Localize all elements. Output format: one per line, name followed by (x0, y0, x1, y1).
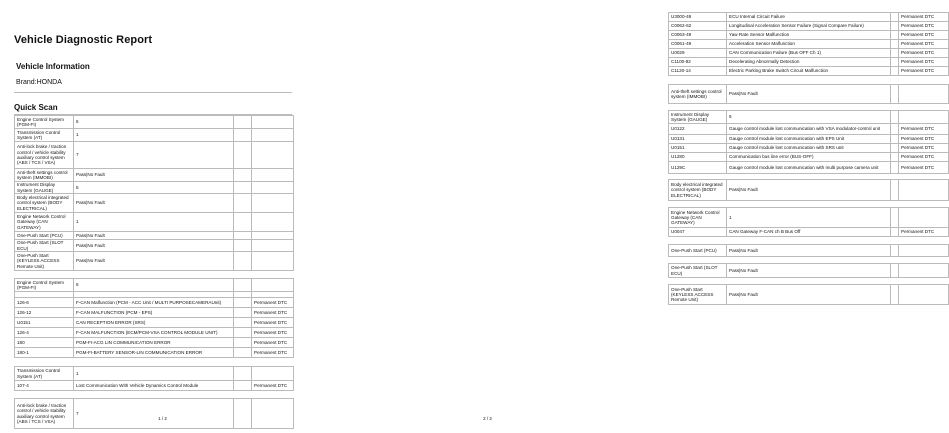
table-row (669, 208, 949, 228)
blank-cell (234, 318, 252, 328)
table-spacer-row (669, 257, 949, 264)
status-or-description-cell: 1 (74, 129, 234, 142)
table-row (15, 240, 294, 252)
table-row (669, 111, 949, 124)
status-or-description-cell: 1 (74, 213, 234, 232)
dtc-type-cell: Permanent DTC (252, 338, 294, 348)
blank-cell (234, 213, 252, 232)
status-or-description-cell: Lost Communication With Vehicle Dynamics Control Module (74, 381, 234, 391)
status-or-description-cell: F-CAN MALFUNCTION (ECM/PCM-VSA CONTROL MODULE UNIT) (74, 328, 234, 338)
blank-cell (891, 85, 899, 104)
table-row (15, 116, 294, 129)
table-row (15, 328, 294, 338)
blank-cell (234, 169, 252, 182)
dtc-type-cell (252, 182, 294, 194)
system-or-code-cell: Instrument Display System (GAUGE) (15, 182, 74, 194)
dtc-type-cell (899, 111, 949, 124)
blank-cell (891, 40, 899, 49)
spacer-cell (669, 104, 949, 111)
dtc-type-cell: Permanent DTC (899, 67, 949, 76)
system-or-code-cell: U3000-49 (669, 13, 727, 22)
blank-cell (891, 285, 899, 305)
dtc-type-cell: Permanent DTC (899, 58, 949, 67)
status-or-description-cell: Electric Parking Brake Switch Circuit Malfunction (727, 67, 891, 76)
dtc-type-cell: Permanent DTC (899, 22, 949, 31)
blank-cell (891, 135, 899, 144)
blank-cell (234, 182, 252, 194)
dtc-type-cell: Permanent DTC (899, 144, 949, 153)
status-or-description-cell: 5 (74, 182, 234, 194)
blank-cell (234, 279, 252, 292)
system-or-code-cell: U129C (669, 162, 727, 174)
spacer-cell (669, 76, 949, 85)
dtc-type-cell: Permanent DTC (899, 124, 949, 135)
blank-cell (891, 208, 899, 228)
dtc-type-cell: Permanent DTC (899, 49, 949, 58)
system-or-code-cell: One-Push Start (SLOT ECU) (669, 264, 727, 278)
table-row (15, 381, 294, 391)
system-or-code-cell: C0061-49 (669, 40, 727, 49)
dtc-type-cell: Permanent DTC (252, 298, 294, 308)
blank-cell (891, 58, 899, 67)
table-row (669, 67, 949, 76)
status-or-description-cell: 6 (74, 279, 234, 292)
table-spacer-row (669, 104, 949, 111)
system-or-code-cell: 180-1 (15, 348, 74, 358)
status-or-description-cell: Communication bus line error (BUS-OFF) (727, 153, 891, 162)
spacer-cell (669, 278, 949, 285)
blank-cell (234, 116, 252, 129)
blank-cell (234, 367, 252, 381)
status-or-description-cell: F-CAN MALFUNCTION (PCM - EPS) (74, 308, 234, 318)
system-or-code-cell: U0151 (15, 318, 74, 328)
table-row (15, 142, 294, 169)
divider (14, 92, 292, 93)
blank-cell (234, 194, 252, 213)
table-spacer-row (15, 391, 294, 399)
system-or-code-cell: Anti-theft settings control system (IMMOBI) (15, 169, 74, 182)
table-row (669, 13, 949, 22)
vehicle-information-heading: Vehicle Information (16, 62, 90, 71)
page-number: 2 / 2 (483, 416, 492, 421)
quick-scan-table-continued (668, 12, 949, 305)
spacer-cell (15, 391, 294, 399)
dtc-type-cell: Permanent DTC (252, 328, 294, 338)
dtc-type-cell: Permanent DTC (899, 162, 949, 174)
table-row (15, 182, 294, 194)
system-or-code-cell: Anti-lock brake / traction control / vehicle stability auxiliary control system (ABS / TCS / VSA) (15, 142, 74, 169)
blank-cell (234, 338, 252, 348)
status-or-description-cell: 7 (74, 142, 234, 169)
spacer-cell (669, 237, 949, 245)
table-row (669, 135, 949, 144)
dtc-type-cell (252, 129, 294, 142)
table-row (669, 49, 949, 58)
blank-cell (891, 153, 899, 162)
system-or-code-cell: One-Push Start (PCU) (15, 232, 74, 240)
system-or-code-cell: One-Push Start (SLOT ECU) (15, 240, 74, 252)
dtc-type-cell (252, 252, 294, 271)
system-or-code-cell: Engine Control System (PGM-FI) (15, 116, 74, 129)
dtc-type-cell (252, 399, 294, 429)
table-spacer-row (15, 271, 294, 279)
table-row (669, 264, 949, 278)
system-or-code-cell: C1120-14 (669, 67, 727, 76)
table-row (669, 58, 949, 67)
system-or-code-cell: Anti-theft settings control system (IMMOBI) (669, 85, 727, 104)
dtc-type-cell: Permanent DTC (252, 308, 294, 318)
status-or-description-cell: Pass|No Fault (727, 285, 891, 305)
system-or-code-cell: Engine Network Control Gateway (CAN GATEWAY) (15, 213, 74, 232)
status-or-description-cell: Gauge control module lost communication with VSA modulator-control unit (727, 124, 891, 135)
spacer-cell (15, 358, 294, 367)
table-row (15, 399, 294, 429)
status-or-description-cell: 6 (74, 116, 234, 129)
dtc-type-cell: Permanent DTC (252, 348, 294, 358)
table-row (15, 194, 294, 213)
system-or-code-cell: Transmission Control System (AT) (15, 367, 74, 381)
dtc-type-cell: Permanent DTC (899, 40, 949, 49)
status-or-description-cell: Pass|No Fault (74, 169, 234, 182)
dtc-type-cell (252, 240, 294, 252)
status-or-description-cell: Pass|No Fault (74, 252, 234, 271)
table-row (15, 279, 294, 292)
system-or-code-cell: 107-4 (15, 381, 74, 391)
blank-cell (891, 111, 899, 124)
status-or-description-cell: Pass|No Fault (74, 232, 234, 240)
system-or-code-cell: Body electrical integrated control system (BODY ELECTRICAL) (15, 194, 74, 213)
dtc-type-cell: Permanent DTC (252, 381, 294, 391)
dtc-type-cell (252, 279, 294, 292)
blank-cell (234, 308, 252, 318)
table-row (15, 213, 294, 232)
blank-cell (234, 381, 252, 391)
status-or-description-cell: Decelerating Abnormally Detection (727, 58, 891, 67)
status-or-description-cell: Gauge control module lost communication with EPS Unit (727, 135, 891, 144)
table-row (15, 298, 294, 308)
dtc-type-cell: Permanent DTC (899, 13, 949, 22)
table-row (15, 169, 294, 182)
table-row (15, 308, 294, 318)
spacer-cell (15, 271, 294, 279)
quick-scan-heading: Quick Scan (14, 103, 58, 112)
status-or-description-cell: Pass|No Fault (727, 85, 891, 104)
blank-cell (234, 129, 252, 142)
blank-cell (234, 232, 252, 240)
status-or-description-cell: Pass|No Fault (727, 245, 891, 257)
system-or-code-cell: C1100-92 (669, 58, 727, 67)
system-or-code-cell: C0063-49 (669, 31, 727, 40)
system-or-code-cell: Transmission Control System (AT) (15, 129, 74, 142)
blank-cell (891, 31, 899, 40)
status-or-description-cell: Acceleration Sensor Malfunction (727, 40, 891, 49)
system-or-code-cell: 180 (15, 338, 74, 348)
status-or-description-cell: Pass|No Fault (74, 194, 234, 213)
table-spacer-row (669, 201, 949, 208)
system-or-code-cell: U0131 (669, 135, 727, 144)
blank-cell (234, 142, 252, 169)
blank-cell (234, 252, 252, 271)
table-row (669, 40, 949, 49)
blank-cell (891, 144, 899, 153)
table-row (669, 162, 949, 174)
dtc-type-cell: Permanent DTC (899, 31, 949, 40)
status-or-description-cell: CAN Communication Failure (Bus OFF Ch 1) (727, 49, 891, 58)
table-row (15, 252, 294, 271)
table-spacer-row (669, 237, 949, 245)
status-or-description-cell: 5 (727, 111, 891, 124)
system-or-code-cell: U0151 (669, 144, 727, 153)
system-or-code-cell: One-Push Start (KEYLESS ACCESS Remote Unit) (15, 252, 74, 271)
report-page-1 (0, 0, 325, 433)
table-spacer-row (669, 278, 949, 285)
table-row (15, 338, 294, 348)
system-or-code-cell: U0047 (669, 228, 727, 237)
blank-cell (234, 348, 252, 358)
dtc-type-cell (252, 169, 294, 182)
status-or-description-cell: 7 (74, 399, 234, 429)
status-or-description-cell: CAN Gateway F-CAN ch B Bus Off (727, 228, 891, 237)
dtc-type-cell (899, 285, 949, 305)
dtc-type-cell (899, 208, 949, 228)
system-or-code-cell: C0062-62 (669, 22, 727, 31)
blank-cell (234, 298, 252, 308)
system-or-code-cell: U0029 (669, 49, 727, 58)
table-row (669, 124, 949, 135)
status-or-description-cell: Longitudinal Acceleration Sensor Failure (Signal Compare Failure) (727, 22, 891, 31)
system-or-code-cell: 126-12 (15, 308, 74, 318)
blank-cell (234, 399, 252, 429)
status-or-description-cell: 1 (74, 367, 234, 381)
brand-label: Brand:HONDA (16, 79, 62, 86)
dtc-type-cell (252, 213, 294, 232)
page-number: 1 / 2 (158, 416, 167, 421)
system-or-code-cell: 126-6 (15, 298, 74, 308)
dtc-type-cell (899, 245, 949, 257)
status-or-description-cell: Pass|No Fault (74, 240, 234, 252)
system-or-code-cell: 126-4 (15, 328, 74, 338)
dtc-type-cell: Permanent DTC (899, 135, 949, 144)
system-or-code-cell: Engine Control System (PGM-FI) (15, 279, 74, 292)
table-row (669, 228, 949, 237)
quick-scan-table (14, 115, 294, 429)
dtc-type-cell (899, 180, 949, 201)
status-or-description-cell: ECU Internal Circuit Failure (727, 13, 891, 22)
blank-cell (891, 22, 899, 31)
blank-cell (891, 264, 899, 278)
blank-cell (891, 49, 899, 58)
table-row (15, 129, 294, 142)
table-spacer-row (15, 358, 294, 367)
blank-cell (891, 162, 899, 174)
system-or-code-cell: Anti-lock brake / traction control / vehicle stability auxiliary control system (ABS / TCS / VSA) (15, 399, 74, 429)
dtc-type-cell: Permanent DTC (899, 228, 949, 237)
blank-cell (891, 228, 899, 237)
status-or-description-cell: Pass|No Fault (727, 264, 891, 278)
status-or-description-cell: Gauge control module lost communication with multi purpose camera unit (727, 162, 891, 174)
system-or-code-cell: One-Push Start (PCU) (669, 245, 727, 257)
report-title: Vehicle Diagnostic Report (14, 34, 153, 46)
table-spacer-row (669, 76, 949, 85)
spacer-cell (669, 257, 949, 264)
table-row (669, 245, 949, 257)
blank-cell (234, 328, 252, 338)
spacer-cell (669, 201, 949, 208)
dtc-type-cell: Permanent DTC (252, 318, 294, 328)
table-row (15, 232, 294, 240)
table-row (669, 85, 949, 104)
blank-cell (234, 240, 252, 252)
system-or-code-cell: One-Push Start (KEYLESS ACCESS Remote Unit) (669, 285, 727, 305)
dtc-type-cell (252, 142, 294, 169)
status-or-description-cell: CAN RECEPTION ERROR (SRS) (74, 318, 234, 328)
table-row (669, 22, 949, 31)
dtc-type-cell (252, 367, 294, 381)
blank-cell (891, 67, 899, 76)
blank-cell (891, 180, 899, 201)
status-or-description-cell: PGM-FI-ACG LIN COMMUNICATION ERROR (74, 338, 234, 348)
dtc-type-cell (252, 116, 294, 129)
table-row (669, 144, 949, 153)
report-page-2 (325, 0, 935, 433)
blank-cell (891, 13, 899, 22)
status-or-description-cell: Pass|No Fault (727, 180, 891, 201)
table-row (15, 348, 294, 358)
blank-cell (891, 245, 899, 257)
table-row (15, 318, 294, 328)
table-row (669, 153, 949, 162)
dtc-type-cell: Permanent DTC (899, 153, 949, 162)
table-row (669, 31, 949, 40)
system-or-code-cell: Body electrical integrated control system (BODY ELECTRICAL) (669, 180, 727, 201)
table-row (669, 285, 949, 305)
dtc-type-cell (252, 232, 294, 240)
dtc-type-cell (899, 264, 949, 278)
table-row (15, 367, 294, 381)
dtc-type-cell (252, 194, 294, 213)
system-or-code-cell: U0122 (669, 124, 727, 135)
status-or-description-cell: 1 (727, 208, 891, 228)
status-or-description-cell: F-CAN Malfunction (PCM - ACC Unit / MULTI PURPOSECAMERAUnit) (74, 298, 234, 308)
system-or-code-cell: U1280 (669, 153, 727, 162)
status-or-description-cell: PGM-FI-BATTERY SENSOR-LIN COMMUNICATION ERROR (74, 348, 234, 358)
blank-cell (891, 124, 899, 135)
status-or-description-cell: Gauge control module lost communication with SRS unit (727, 144, 891, 153)
system-or-code-cell: Engine Network Control Gateway (CAN GATEWAY) (669, 208, 727, 228)
dtc-type-cell (899, 85, 949, 104)
status-or-description-cell: Yaw Rate Sensor Malfunction (727, 31, 891, 40)
table-row (669, 180, 949, 201)
system-or-code-cell: Instrument Display System (GAUGE) (669, 111, 727, 124)
